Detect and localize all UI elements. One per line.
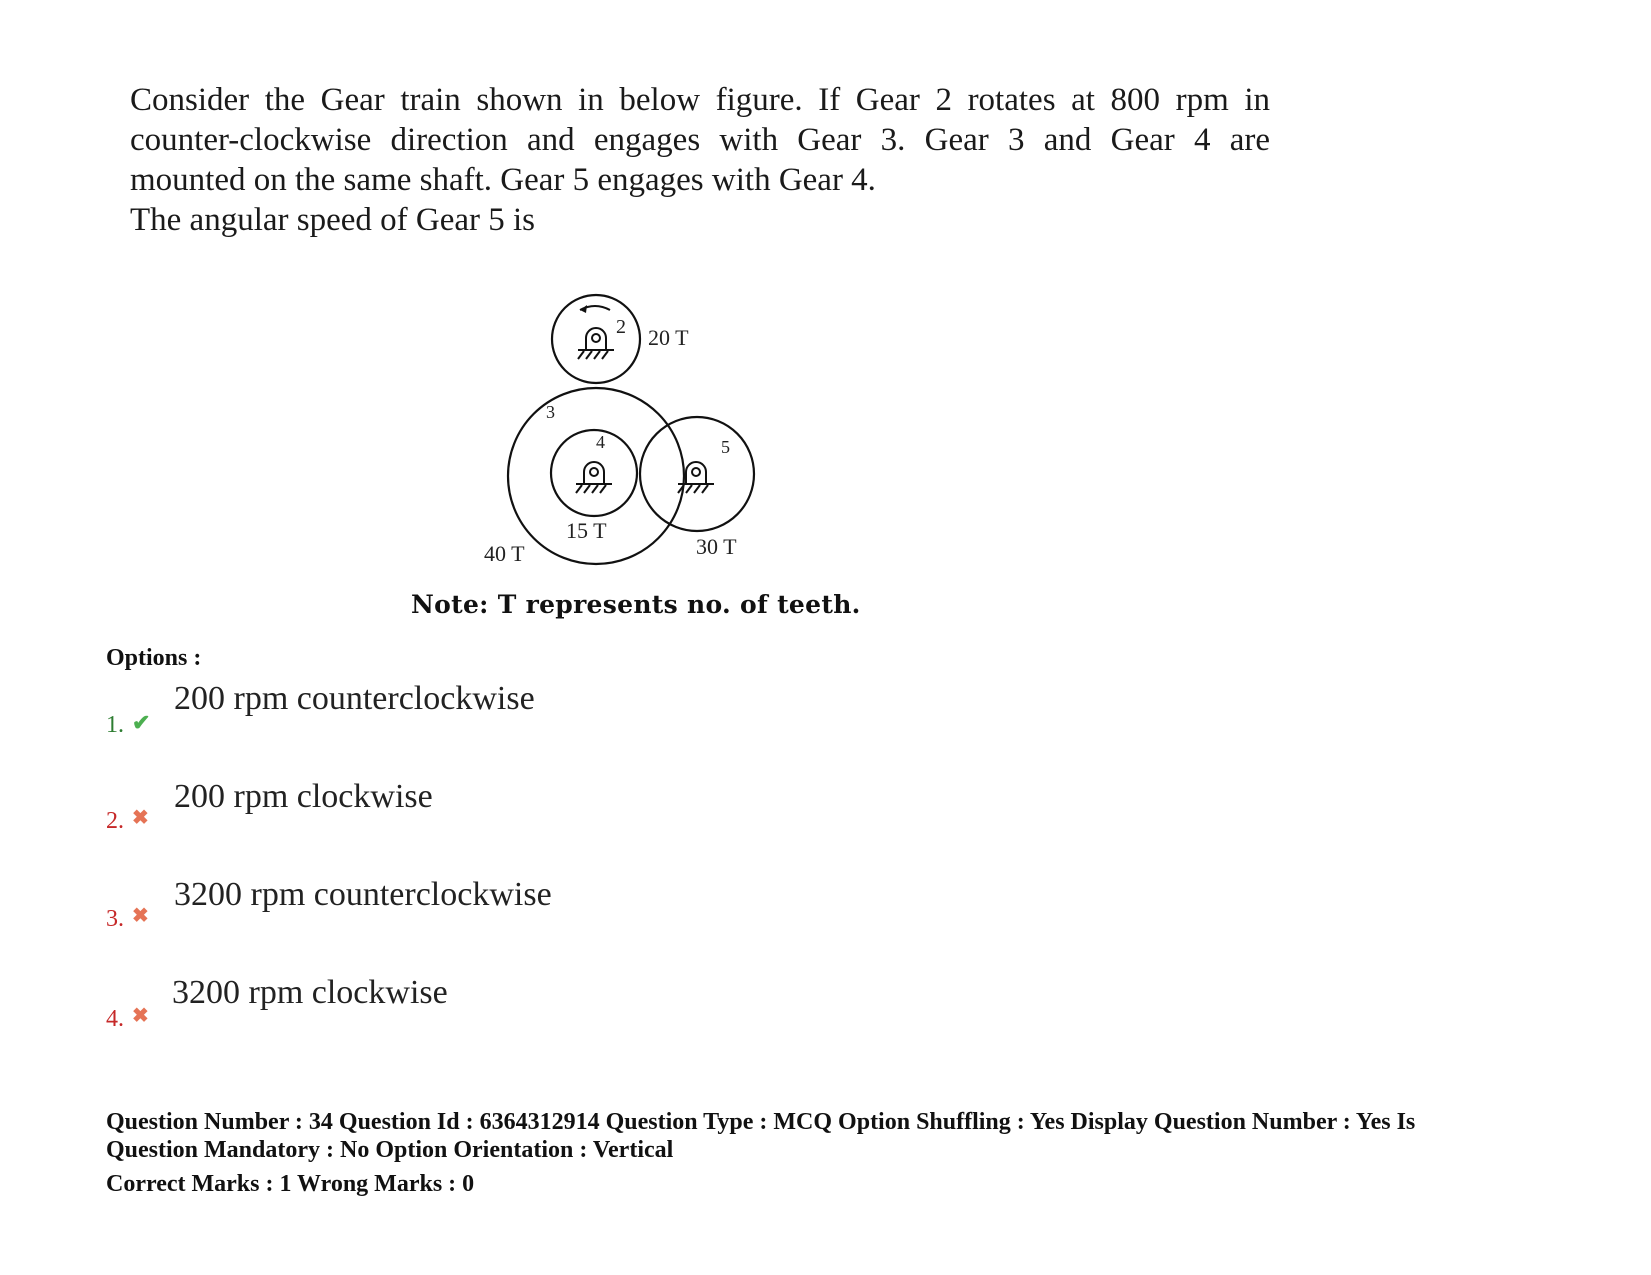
bearing-icon-gear-2 (578, 328, 614, 359)
question-line-4: The angular speed of Gear 5 is (130, 202, 536, 238)
cross-icon: ✖ (132, 905, 149, 927)
option-2[interactable] (106, 778, 806, 838)
cross-icon: ✖ (132, 1005, 149, 1027)
option-number: 1. (106, 712, 124, 738)
question-metadata (106, 1108, 1546, 1198)
gear-4-circle (551, 430, 637, 516)
question-line-1: Consider the Gear train shown in below figure. If Gear 2 rotates at 800 rpm in (130, 82, 1270, 118)
option-number: 2. (106, 808, 124, 834)
cross-icon: ✖ (132, 807, 149, 829)
question-line-2: counter-clockwise direction and engages with Gear 3. Gear 3 and Gear 4 are (130, 122, 1270, 158)
gear-4-teeth: 15 T (566, 518, 607, 543)
figure-note: Note: T represents no. of teeth. (411, 590, 861, 619)
gear-2-label: 2 (616, 316, 626, 338)
metadata-line-2: Question Mandatory : No Option Orientation : Vertical (106, 1137, 674, 1163)
gear-3-teeth: 40 T (484, 541, 525, 566)
gear-train-diagram (470, 288, 790, 578)
options-heading: Options : (106, 645, 202, 671)
gear-3-label: 3 (546, 402, 555, 422)
gear-2-teeth: 20 T (648, 325, 689, 350)
gear-5-circle (640, 417, 754, 531)
check-icon: ✔ (132, 710, 151, 735)
option-4[interactable] (106, 974, 806, 1034)
marks-line: Correct Marks : 1 Wrong Marks : 0 (106, 1171, 475, 1197)
bearing-icon-gear-4 (576, 462, 612, 493)
option-text: 200 rpm clockwise (174, 778, 433, 815)
option-text: 3200 rpm counterclockwise (174, 876, 552, 913)
option-3[interactable] (106, 876, 806, 936)
gear-5-label: 5 (721, 437, 730, 457)
gear-4-label: 4 (596, 432, 605, 452)
option-number: 4. (106, 1006, 124, 1032)
option-number: 3. (106, 906, 124, 932)
gear-5-teeth: 30 T (696, 534, 737, 559)
question-line-3: mounted on the same shaft. Gear 5 engages with Gear 4. (130, 162, 876, 198)
gear-train-figure (470, 288, 790, 578)
option-text: 200 rpm counterclockwise (174, 680, 535, 717)
option-1[interactable] (106, 680, 806, 740)
gear-2-circle (552, 295, 640, 383)
metadata-line-1: Question Number : 34 Question Id : 6364312914 Question Type : MCQ Option Shuffling : Yes Display Question Number : Yes Is (106, 1109, 1416, 1135)
option-text: 3200 rpm clockwise (172, 974, 448, 1011)
question-text (130, 80, 1270, 240)
